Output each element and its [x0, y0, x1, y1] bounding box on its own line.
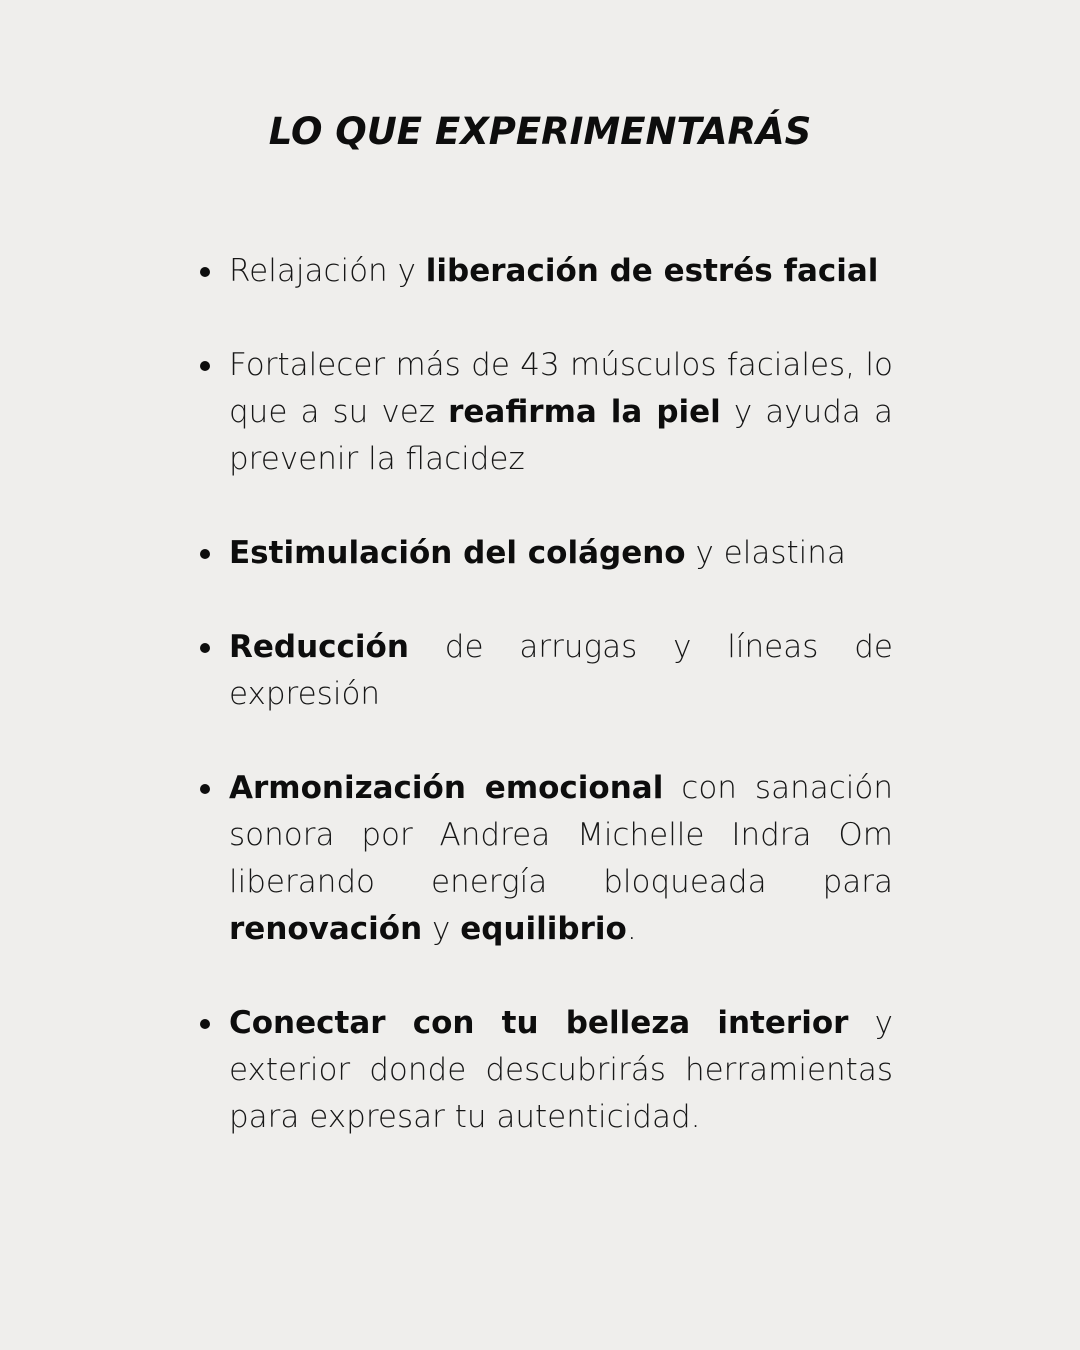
item-text: Relajación y [229, 253, 426, 289]
item-text-bold: Reducción [229, 629, 409, 665]
item-text-bold: Armonización emocional [229, 770, 664, 806]
item-text-bold: Conectar con tu belleza interior [229, 1005, 849, 1041]
item-text: de arrugas y líneas de expresión [229, 629, 893, 712]
item-text: y ayuda a prevenir la flacidez [229, 394, 893, 477]
item-text: Fortalecer más de 43 músculos faciales, lo que a su vez [229, 347, 893, 430]
benefits-list [229, 248, 893, 1188]
item-text-bold: equilibrio [460, 911, 627, 947]
item-text: con sanación sonora por Andrea Michelle Indra Om liberando energía bloqueada para [229, 770, 893, 900]
list-item [229, 624, 893, 718]
item-text-bold: reafirma la piel [448, 394, 721, 430]
item-text: y exterior donde descubrirás herramientas para expresar tu autenticidad. [229, 1005, 893, 1135]
list-item [229, 342, 893, 483]
list-item [229, 530, 893, 577]
item-text: . [626, 911, 637, 947]
list-item [229, 1000, 893, 1141]
page-title: LO QUE EXPERIMENTARÁS [268, 110, 812, 153]
item-text: y elastina [685, 535, 846, 571]
list-item [229, 765, 893, 953]
item-text-bold: renovación [229, 911, 423, 947]
item-text: y [422, 911, 461, 947]
item-text-bold: Estimulación del colágeno [229, 535, 686, 571]
item-text-bold: liberación de estrés facial [425, 253, 879, 289]
list-item [229, 248, 893, 295]
